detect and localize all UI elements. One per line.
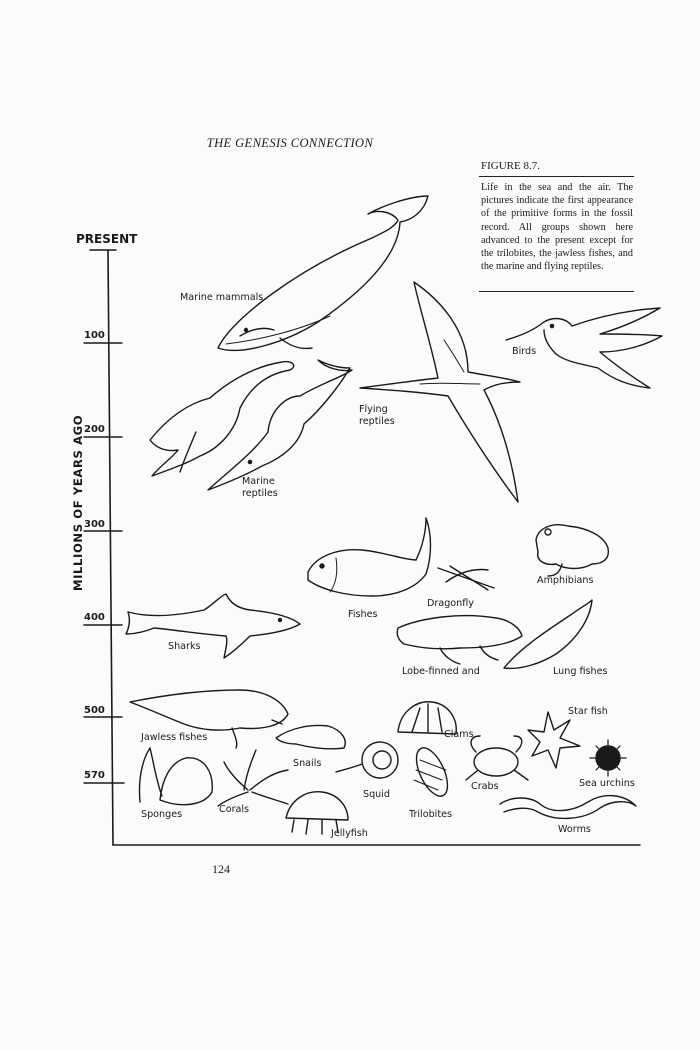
label-squid: Squid <box>363 789 391 800</box>
whale-icon <box>218 196 428 350</box>
tick-label-300: 300 <box>84 519 105 530</box>
label-fishes: Fishes <box>348 609 378 620</box>
label-clams: Clams <box>444 729 474 740</box>
label-amphibians: Amphibians <box>537 575 594 586</box>
tick-label-570: 570 <box>84 770 105 781</box>
label-birds: Birds <box>512 346 537 357</box>
trilobite-icon <box>410 743 454 800</box>
label-flying-reptiles: Flying reptiles <box>359 404 395 427</box>
sponge-icon <box>139 748 212 805</box>
axis-title: MILLIONS OF YEARS AGO <box>71 414 85 591</box>
worm-icon <box>500 796 636 819</box>
coral-icon <box>218 750 288 806</box>
tick-label-100: 100 <box>84 330 105 341</box>
label-sharks: Sharks <box>168 641 201 652</box>
crab-icon <box>466 736 528 780</box>
label-lung-fishes: Lung fishes <box>553 666 608 677</box>
lobe-finned-fish-icon <box>397 616 522 664</box>
axis-top-label: PRESENT <box>76 232 138 246</box>
squid-icon <box>336 742 398 778</box>
tick-label-400: 400 <box>84 612 105 623</box>
dragonfly-icon <box>438 566 494 590</box>
tick-label-500: 500 <box>84 705 105 716</box>
label-crabs: Crabs <box>471 781 499 792</box>
shark-icon <box>126 594 300 658</box>
label-trilobites: Trilobites <box>409 809 453 820</box>
ichthyosaur-icon <box>208 360 352 490</box>
label-jawless-fishes: Jawless fishes <box>141 732 208 743</box>
lung-fish-icon <box>504 600 592 668</box>
running-header: THE GENESIS CONNECTION <box>206 136 374 150</box>
plesiosaur-icon <box>150 362 294 476</box>
label-corals: Corals <box>219 804 250 815</box>
page-number: 124 <box>212 862 230 876</box>
label-jellyfish: Jellyfish <box>331 828 368 839</box>
figure-label: FIGURE 8.7. <box>481 160 540 172</box>
label-snails: Snails <box>293 758 322 769</box>
tick-label-200: 200 <box>84 424 105 435</box>
label-marine-mammals: Marine mammals <box>180 292 264 303</box>
starfish-icon <box>528 712 580 768</box>
snail-icon <box>276 726 345 749</box>
frog-icon <box>536 525 608 576</box>
pterosaur-icon <box>360 282 520 502</box>
label-star-fish: Star fish <box>568 706 608 717</box>
label-marine-reptiles: Marine reptiles <box>242 476 278 499</box>
label-lobe-finned: Lobe-finned and <box>402 666 480 677</box>
label-worms: Worms <box>558 824 591 835</box>
sea-urchin-icon <box>590 740 626 776</box>
figure-caption: Life in the sea and the air. The pictures indicate the first appearance of the primitive forms in the fossil record. All groups shown here advanced to the present except for the trilobites, the jawless fishes, and the marine and flying reptiles. <box>481 182 633 273</box>
label-dragonfly: Dragonfly <box>427 598 474 609</box>
fish-icon <box>308 518 431 596</box>
label-sea-urchins: Sea urchins <box>579 778 635 789</box>
label-sponges: Sponges <box>141 809 183 820</box>
